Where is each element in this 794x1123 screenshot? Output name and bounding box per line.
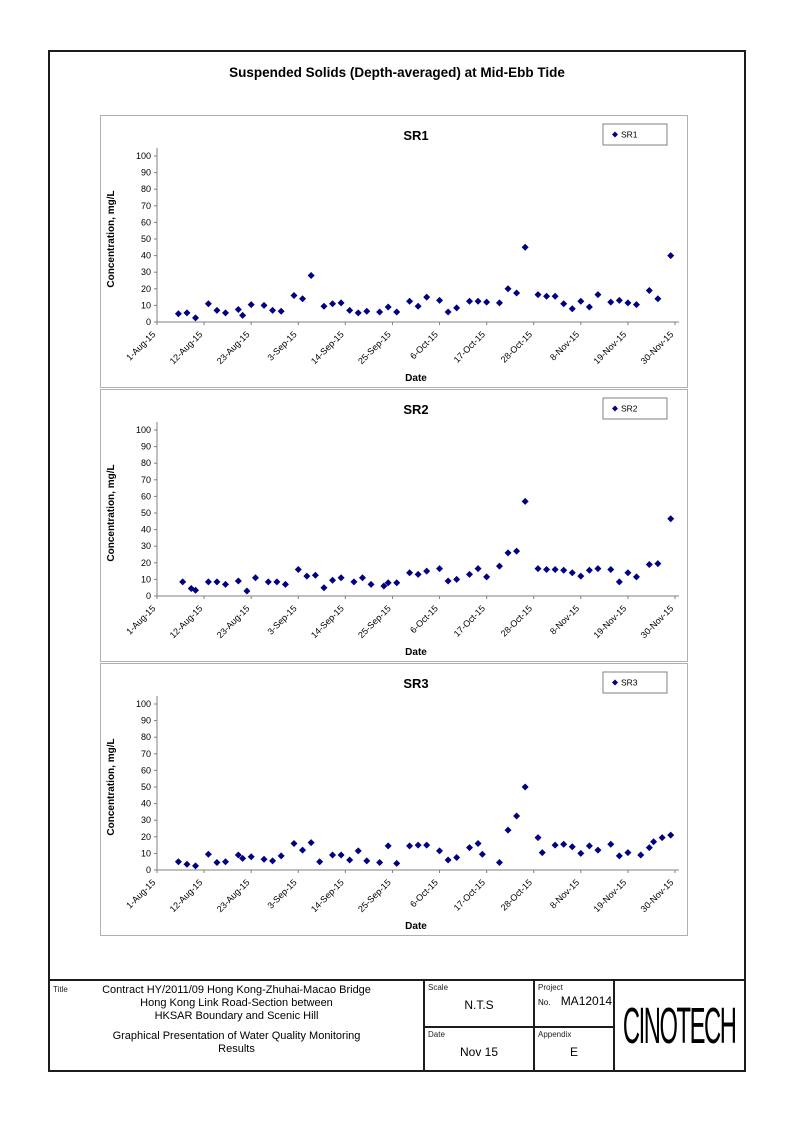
contract-line-1: Contract HY/2011/09 Hong Kong-Zhuhai-Macao Bridge [102,984,371,996]
x-axis-label: Date [405,373,427,384]
data-point [329,852,336,859]
x-tick-label: 17-Oct-15 [451,603,488,639]
data-point [282,581,289,588]
contract-line-3: HKSAR Boundary and Scenic Hill [154,1010,319,1022]
data-point [654,560,661,567]
y-tick-label: 100 [135,699,151,709]
data-point [577,850,584,857]
x-axis-label: Date [405,647,427,658]
y-tick-label: 80 [140,732,151,743]
date-value: Nov 15 [459,1044,499,1059]
description-line-1: Graphical Presentation of Water Quality Monitoring [112,1030,361,1042]
y-tick-label: 60 [140,491,151,502]
x-tick-label: 3-Sep-15 [265,603,299,637]
y-tick-label: 20 [140,557,151,568]
data-point [222,858,229,865]
data-point [338,299,345,306]
data-point [594,847,601,854]
data-point [350,578,357,585]
data-point [346,307,353,314]
data-point [646,844,653,851]
y-tick-label: 40 [140,798,151,809]
y-tick-label: 20 [140,283,151,294]
project-cell [533,981,613,1026]
project-number: MA12014 [560,994,613,1008]
data-point [261,302,268,309]
data-point [569,843,576,850]
document-frame [48,50,746,1072]
data-point [385,842,392,849]
data-point [659,834,666,841]
data-point [646,561,653,568]
data-point [213,578,220,585]
data-point [535,565,542,572]
data-point [453,576,460,583]
data-point [329,577,336,584]
y-tick-label: 90 [140,167,151,178]
data-point [338,574,345,581]
logo-cell [613,981,744,1070]
y-tick-label: 70 [140,474,151,485]
data-point [320,303,327,310]
x-tick-label: 25-Sep-15 [356,877,393,915]
legend [603,398,667,419]
data-point [522,784,529,791]
y-tick-label: 40 [140,524,151,535]
data-point [496,859,503,866]
appendix-label: Appendix [538,1029,572,1039]
data-point [496,563,503,570]
x-axis-label: Date [405,921,427,932]
data-point [466,571,473,578]
data-point [607,841,614,848]
data-point [667,252,674,259]
data-points [175,244,674,322]
data-point [667,832,674,839]
data-point [213,859,220,866]
data-point [445,578,452,585]
data-point [552,566,559,573]
data-point [543,566,550,573]
data-point [415,303,422,310]
x-tick-label: 28-Oct-15 [498,877,535,913]
chart-panel-sr3 [100,663,688,936]
data-point [308,272,315,279]
data-point [355,847,362,854]
x-tick-label: 25-Sep-15 [356,329,393,367]
data-point [192,862,199,869]
data-point [278,852,285,859]
data-point [483,299,490,306]
data-point [239,312,246,319]
x-tick-label: 8-Nov-15 [547,877,582,911]
data-point [329,300,336,307]
y-tick-label: 30 [140,815,151,826]
data-point [586,304,593,311]
data-point [346,857,353,864]
y-axis-label: Concentration, mg/L [106,464,117,562]
data-point [616,852,623,859]
data-point [406,298,413,305]
x-tick-label: 14-Sep-15 [308,877,346,915]
x-tick-label: 19-Nov-15 [591,329,629,367]
y-tick-label: 50 [140,508,151,518]
y-tick-label: 30 [140,541,151,552]
y-tick-label: 0 [145,591,151,601]
data-point [667,515,674,522]
x-tick-label: 8-Nov-15 [547,603,582,637]
data-point [393,579,400,586]
data-point [269,857,276,864]
data-point [560,841,567,848]
data-point [316,858,323,865]
chart-title: SR2 [403,402,429,417]
data-point [303,573,310,580]
data-point [338,852,345,859]
title-block [48,979,746,1072]
data-point [290,840,297,847]
data-point [359,574,366,581]
y-tick-label: 90 [140,715,151,726]
data-point [261,856,268,863]
x-tick-label: 3-Sep-15 [265,329,299,363]
data-point [299,295,306,302]
title-label: Title [53,985,68,994]
data-point [594,565,601,572]
data-point [475,840,482,847]
y-tick-label: 60 [140,217,151,228]
x-tick-label: 19-Nov-15 [591,603,629,641]
axes [157,422,679,596]
data-point [624,849,631,856]
scale-label: Scale [428,983,449,992]
data-point [269,307,276,314]
data-point [235,578,242,585]
data-point [607,299,614,306]
data-point [368,581,375,588]
chart-title: SR1 [403,128,429,143]
x-tick-label: 14-Sep-15 [308,603,346,641]
scale-value: N.T.S [464,998,494,1012]
data-point [290,292,297,299]
data-point [175,310,182,317]
data-point [569,569,576,576]
data-point [312,572,319,579]
legend-label: SR3 [621,677,638,688]
x-tick-label: 23-Aug-15 [214,877,252,915]
y-axis-label: Concentration, mg/L [106,190,117,288]
data-point [535,834,542,841]
data-point [654,295,661,302]
title-block-title-cell [50,981,423,1070]
x-tick-label: 6-Oct-15 [408,603,440,636]
data-point [445,857,452,864]
x-tick-label: 3-Sep-15 [265,877,299,911]
x-tick-label: 25-Sep-15 [356,603,393,641]
data-point [513,289,520,296]
data-point [363,857,370,864]
data-point [637,852,644,859]
y-tick-label: 50 [140,782,151,792]
y-tick-label: 70 [140,748,151,759]
data-point [505,549,512,556]
x-tick-label: 12-Aug-15 [167,877,205,915]
legend-label: SR1 [621,129,638,140]
y-tick-label: 10 [140,300,151,311]
x-tick-label: 28-Oct-15 [498,603,535,639]
data-point [586,567,593,574]
x-tick-label: 19-Nov-15 [591,877,629,915]
data-point [415,842,422,849]
x-tick-label: 17-Oct-15 [451,329,488,365]
y-tick-label: 10 [140,848,151,859]
x-tick-label: 6-Oct-15 [408,877,440,910]
data-point [205,851,212,858]
x-tick-label: 30-Nov-15 [638,329,676,367]
cinotech-logo: CINOTECH [623,996,736,1054]
chart-sr1 [101,116,687,387]
data-point [393,860,400,867]
data-point [252,574,259,581]
data-point [586,842,593,849]
x-tick-label: 17-Oct-15 [451,877,488,913]
data-point [248,853,255,860]
data-point [505,285,512,292]
y-tick-label: 0 [145,865,151,875]
y-tick-label: 100 [135,151,151,161]
y-tick-label: 20 [140,831,151,842]
data-point [616,578,623,585]
data-point [616,297,623,304]
data-point [633,573,640,580]
axes [157,148,679,322]
project-label: Project [538,983,563,992]
data-point [577,298,584,305]
data-point [560,567,567,574]
x-tick-label: 12-Aug-15 [167,603,205,641]
data-point [308,839,315,846]
data-point [577,573,584,580]
data-point [205,300,212,307]
data-point [265,578,272,585]
contract-line-2: Hong Kong Link Road-Section between [140,997,333,1009]
data-point [466,298,473,305]
data-point [222,309,229,316]
data-point [222,581,229,588]
data-point [175,858,182,865]
charts-container [100,115,690,937]
chart-panel-sr1 [100,115,688,388]
data-point [624,569,631,576]
data-point [376,859,383,866]
data-point [496,299,503,306]
data-point [183,861,190,868]
x-tick-label: 1-Aug-15 [124,329,158,363]
x-tick-label: 6-Oct-15 [408,329,440,362]
data-point [475,565,482,572]
data-point [376,309,383,316]
data-point [320,584,327,591]
data-point [436,847,443,854]
data-point [248,301,255,308]
project-no-label: No. [538,998,551,1007]
data-point [415,571,422,578]
date-cell [423,1026,533,1071]
data-point [633,301,640,308]
data-point [295,566,302,573]
chart-sr2 [101,390,687,661]
data-point [423,842,430,849]
data-point [560,300,567,307]
x-tick-label: 14-Sep-15 [308,329,346,367]
data-point [393,309,400,316]
x-tick-label: 8-Nov-15 [547,329,582,363]
data-point [183,309,190,316]
data-point [552,293,559,300]
data-point [466,844,473,851]
y-axis-label: Concentration, mg/L [106,738,117,836]
data-point [423,294,430,301]
data-point [423,568,430,575]
data-point [278,308,285,315]
x-tick-label: 23-Aug-15 [214,329,252,367]
data-point [539,849,546,856]
x-tick-label: 30-Nov-15 [638,603,676,641]
data-point [385,304,392,311]
y-tick-label: 80 [140,184,151,195]
data-point [179,578,186,585]
y-tick-label: 40 [140,250,151,261]
y-tick-label: 100 [135,425,151,435]
data-point [569,305,576,312]
x-tick-label: 28-Oct-15 [498,329,535,365]
data-point [213,307,220,314]
data-point [453,854,460,861]
data-point [273,578,280,585]
y-tick-label: 80 [140,458,151,469]
chart-sr3 [101,664,687,935]
data-points [175,784,674,870]
data-point [513,813,520,820]
data-point [624,299,631,306]
y-tick-label: 70 [140,200,151,211]
chart-panel-sr2 [100,389,688,662]
y-tick-label: 0 [145,317,151,327]
x-tick-label: 12-Aug-15 [167,329,205,367]
data-point [406,569,413,576]
date-label: Date [428,1029,445,1039]
description-line-2: Results [218,1043,255,1055]
data-point [436,565,443,572]
data-point [607,566,614,573]
data-point [483,573,490,580]
appendix-value: E [569,1044,578,1059]
data-point [552,842,559,849]
data-point [205,578,212,585]
x-tick-label: 23-Aug-15 [214,603,252,641]
data-point [406,842,413,849]
data-point [363,308,370,315]
data-points [179,498,674,595]
y-tick-label: 50 [140,234,151,244]
y-tick-label: 90 [140,441,151,452]
data-point [436,297,443,304]
y-tick-label: 10 [140,574,151,585]
data-point [453,304,460,311]
page-title: Suspended Solids (Depth-averaged) at Mid-Ebb Tide [229,65,565,80]
chart-title: SR3 [403,676,429,691]
data-point [235,306,242,313]
y-tick-label: 30 [140,267,151,278]
x-tick-label: 1-Aug-15 [124,603,158,637]
data-point [243,588,250,595]
x-tick-label: 1-Aug-15 [124,877,158,911]
data-point [535,291,542,298]
legend-label: SR2 [621,403,638,414]
data-point [650,838,657,845]
data-point [543,293,550,300]
data-point [479,851,486,858]
scale-cell [423,981,533,1026]
data-point [513,548,520,555]
data-point [646,287,653,294]
data-point [505,827,512,834]
data-point [299,847,306,854]
data-point [522,244,529,251]
data-point [522,498,529,505]
data-point [192,314,199,321]
legend [603,124,667,145]
appendix-cell [533,1026,613,1071]
data-point [445,309,452,316]
data-point [475,298,482,305]
y-tick-label: 60 [140,765,151,776]
data-point [355,309,362,316]
data-point [594,291,601,298]
legend [603,672,667,693]
x-tick-label: 30-Nov-15 [638,877,676,915]
